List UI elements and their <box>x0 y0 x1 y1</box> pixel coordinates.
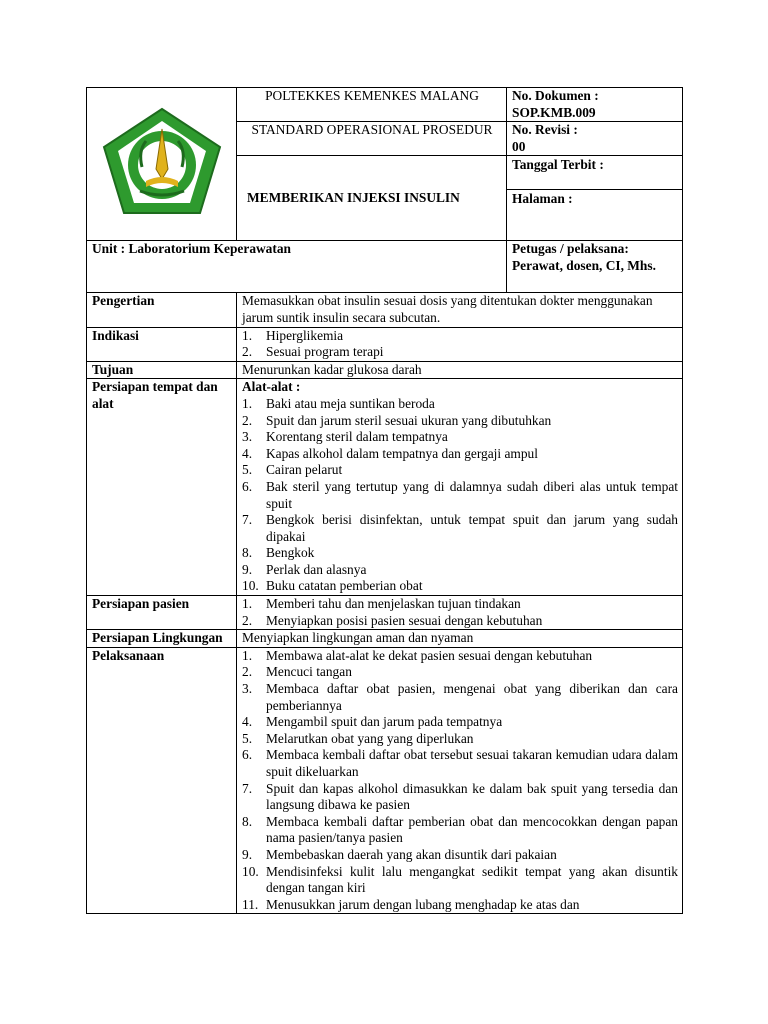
unit-cell <box>87 241 507 293</box>
tujuan-text: Menurunkan kadar glukosa darah <box>242 361 422 377</box>
list-item <box>242 578 678 595</box>
institution-name: POLTEKKES KEMENKES MALANG <box>265 88 479 103</box>
list-item-number: 9. <box>242 846 253 862</box>
list-item <box>242 781 678 814</box>
procedure-title: MEMBERIKAN INJEKSI INSULIN <box>247 190 460 206</box>
list-item <box>242 897 678 914</box>
revision-cell <box>507 122 683 156</box>
unit-label: Unit : Laboratorium Keperawatan <box>92 241 291 257</box>
institution-cell <box>237 88 507 122</box>
persiapan-lingkungan-cell <box>237 630 683 648</box>
pengertian-cell <box>237 293 683 327</box>
pengertian-label-cell <box>87 293 237 327</box>
list-item-text: Membawa alat-alat ke dekat pasien sesuai dengan kebutuhan <box>266 647 593 663</box>
list-item <box>242 545 678 562</box>
persiapan-alat-label-cell <box>87 379 237 596</box>
list-item-number: 2. <box>242 412 253 428</box>
list-item-text: Hiperglikemia <box>266 327 344 343</box>
list-item-text: Spuit dan kapas alkohol dimasukkan ke dalam bak spuit yang tersedia dan langsung dibawa ke pasien <box>266 780 678 813</box>
persiapan-pasien-cell <box>237 596 683 630</box>
persiapan-alat-label: Persiapan tempat dan alat <box>92 379 218 411</box>
list-item-number: 1. <box>242 327 253 343</box>
list-item <box>242 328 678 345</box>
list-item-text: Sesuai program terapi <box>266 344 384 360</box>
poltekkes-logo-icon <box>100 107 224 217</box>
list-item-number: 11. <box>242 896 259 912</box>
list-item-number: 1. <box>242 647 253 663</box>
indikasi-label: Indikasi <box>92 327 139 343</box>
list-item <box>242 396 678 413</box>
persiapan-pasien-label: Persiapan pasien <box>92 596 190 612</box>
list-item-text: Bengkok <box>266 545 315 561</box>
list-item <box>242 731 678 748</box>
list-item-number: 2. <box>242 612 253 628</box>
list-item-text: Mengambil spuit dan jarum pada tempatnya <box>266 714 503 730</box>
list-item <box>242 613 678 630</box>
persiapan-lingkungan-text: Menyiapkan lingkungan aman dan nyaman <box>242 630 474 646</box>
list-item <box>242 596 678 613</box>
list-item-number: 1. <box>242 395 253 411</box>
logo-cell <box>87 88 237 241</box>
tujuan-label: Tujuan <box>92 361 134 377</box>
tujuan-label-cell <box>87 361 237 379</box>
list-item-text: Baki atau meja suntikan beroda <box>266 395 435 411</box>
pelaksanaan-label-cell <box>87 647 237 914</box>
list-item-number: 10. <box>242 578 259 594</box>
list-item-text: Melarutkan obat yang yang diperlukan <box>266 730 474 746</box>
list-item-text: Membaca kembali daftar obat tersebut sesuai takaran kemudian udara dalam spuit dikeluarkan <box>266 747 678 779</box>
procedure-title-cell <box>237 156 507 241</box>
list-item <box>242 413 678 430</box>
list-item-number: 5. <box>242 462 253 478</box>
list-item <box>242 847 678 864</box>
list-item <box>242 681 678 714</box>
indikasi-label-cell <box>87 327 237 361</box>
indikasi-cell <box>237 327 683 361</box>
list-item-number: 10. <box>242 863 259 879</box>
list-item-text: Menyiapkan posisi pasien sesuai dengan kebutuhan <box>266 612 543 628</box>
staff-label: Petugas / pelaksana: Perawat, dosen, CI, Mhs. <box>512 241 656 273</box>
list-item <box>242 512 678 545</box>
issue-date-cell <box>507 156 683 190</box>
list-item-text: Menusukkan jarum dengan lubang menghadap ke atas dan <box>266 896 580 912</box>
list-item <box>242 864 678 897</box>
list-item-number: 4. <box>242 714 253 730</box>
revision-value: 00 <box>512 138 526 154</box>
list-item-text: Memberi tahu dan menjelaskan tujuan tindakan <box>266 596 521 612</box>
persiapan-pasien-label-cell <box>87 596 237 630</box>
list-item-text: Membaca kembali daftar pemberian obat dan mencocokkan dengan papan nama pasien/tanya pasien <box>266 813 678 846</box>
list-item-number: 3. <box>242 681 253 697</box>
revision-label: No. Revisi : <box>512 122 578 138</box>
doc-number-label: No. Dokumen : <box>512 88 599 103</box>
list-item-number: 6. <box>242 747 253 763</box>
list-item-number: 9. <box>242 561 253 577</box>
persiapan-lingkungan-label-cell <box>87 630 237 648</box>
list-item-text: Korentang steril dalam tempatnya <box>266 429 448 445</box>
list-item-number: 1. <box>242 596 253 612</box>
list-item <box>242 479 678 512</box>
persiapan-alat-cell <box>237 379 683 596</box>
list-item <box>242 462 678 479</box>
list-item-number: 2. <box>242 664 253 680</box>
list-item <box>242 429 678 446</box>
list-item <box>242 747 678 780</box>
tujuan-cell <box>237 361 683 379</box>
list-item-text: Bak steril yang tertutup yang di dalamnya sudah diberi alas untuk tempat spuit <box>266 478 678 511</box>
doc-number-cell <box>507 88 683 122</box>
list-item-text: Cairan pelarut <box>266 462 343 478</box>
list-item <box>242 344 678 361</box>
list-item-number: 3. <box>242 429 253 445</box>
pasien-list <box>242 596 678 629</box>
list-item <box>242 648 678 665</box>
list-item-number: 8. <box>242 813 253 829</box>
pengertian-label: Pengertian <box>92 293 155 309</box>
pengertian-text: Memasukkan obat insulin sesuai dosis yang ditentukan dokter menggunakan jarum suntik insulin secara subcutan. <box>242 293 653 325</box>
list-item <box>242 814 678 847</box>
list-item-number: 4. <box>242 445 253 461</box>
list-item-text: Membebaskan daerah yang akan disuntik dari pakaian <box>266 846 557 862</box>
list-item-number: 7. <box>242 780 253 796</box>
list-item <box>242 714 678 731</box>
list-item-text: Mencuci tangan <box>266 664 352 680</box>
list-item <box>242 446 678 463</box>
list-item <box>242 664 678 681</box>
alat-list <box>242 396 678 595</box>
persiapan-lingkungan-label: Persiapan Lingkungan <box>92 630 223 646</box>
page-number-cell <box>507 190 683 241</box>
staff-cell <box>507 241 683 293</box>
list-item-text: Buku catatan pemberian obat <box>266 578 423 594</box>
list-item-number: 5. <box>242 730 253 746</box>
list-item-text: Membaca daftar obat pasien, mengenai obat yang diberikan dan cara pemberiannya <box>266 681 678 713</box>
list-item-text: Spuit dan jarum steril sesuai ukuran yang dibutuhkan <box>266 412 552 428</box>
list-item <box>242 562 678 579</box>
list-item-text: Mendisinfeksi kulit lalu mengangkat sedikit tempat yang akan disuntik dengan tangan kiri <box>266 863 678 896</box>
doc-number-value: SOP.KMB.009 <box>512 104 596 120</box>
list-item-text: Kapas alkohol dalam tempatnya dan gergaji ampul <box>266 445 538 461</box>
list-item-text: Bengkok berisi disinfektan, untuk tempat spuit dan jarum yang sudah dipakai <box>266 512 678 544</box>
page-number-label: Halaman : <box>512 191 573 207</box>
sop-table <box>86 87 683 914</box>
indikasi-list <box>242 328 678 361</box>
doc-type-cell <box>237 122 507 156</box>
pelaksanaan-cell <box>237 647 683 914</box>
list-item-text: Perlak dan alasnya <box>266 561 367 577</box>
list-item-number: 2. <box>242 344 253 360</box>
pelaksanaan-label: Pelaksanaan <box>92 647 165 663</box>
list-item-number: 7. <box>242 512 253 528</box>
list-item-number: 8. <box>242 545 253 561</box>
pelaksanaan-list <box>242 648 678 914</box>
doc-type: STANDARD OPERASIONAL PROSEDUR <box>251 122 493 138</box>
alat-subtitle: Alat-alat : <box>242 379 301 395</box>
issue-date-label: Tanggal Terbit : <box>512 157 604 173</box>
list-item-number: 6. <box>242 478 253 494</box>
